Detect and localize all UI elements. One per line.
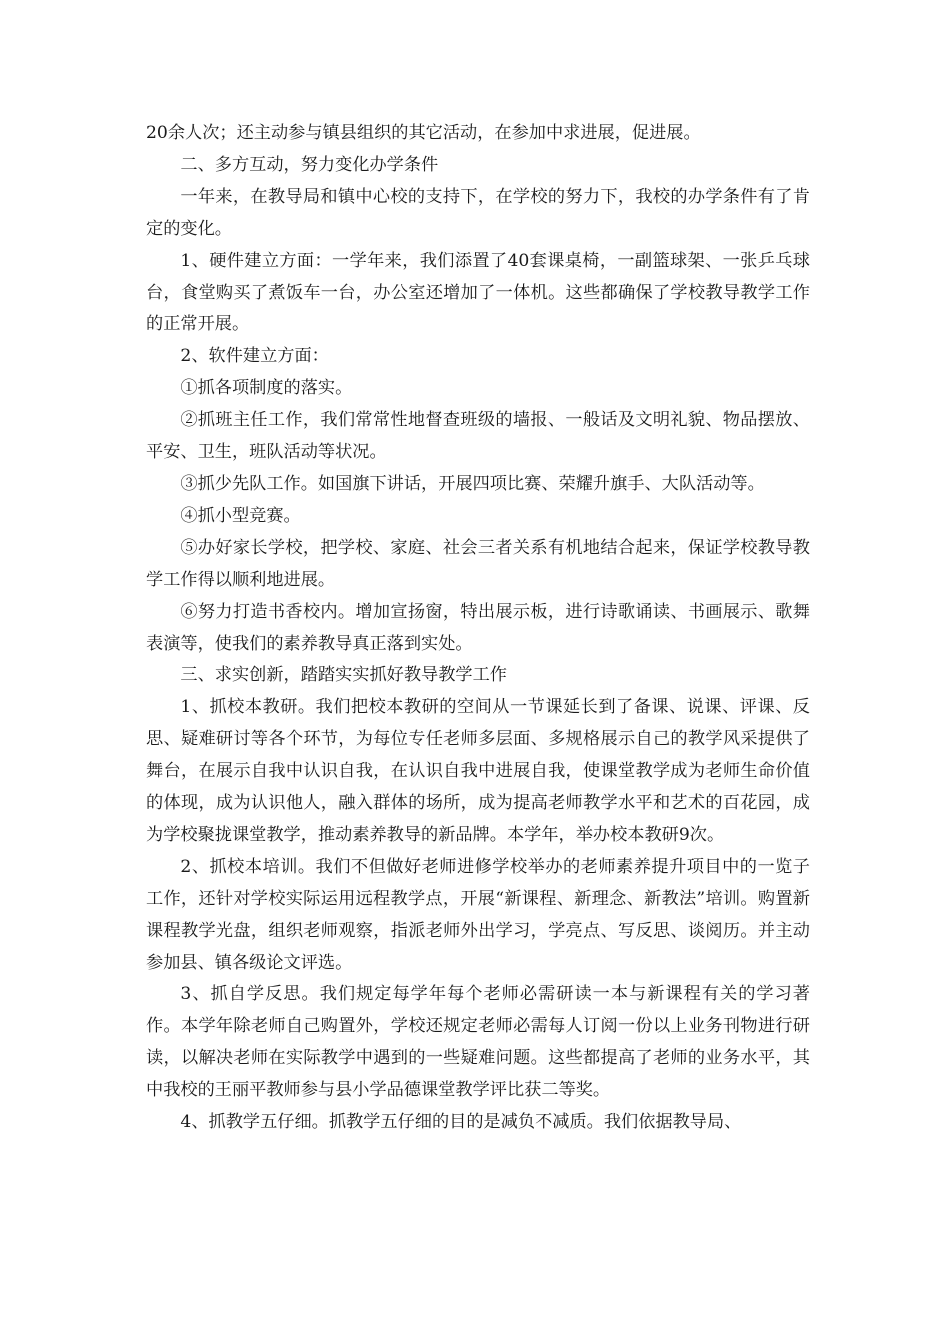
- list-item: ④抓小型竞赛。: [180, 505, 301, 526]
- list-item: ⑤办好家长学校，把学校、家庭、社会三者关系有机地结合起来，保证学校教导教学工作得以顺利地进展。: [146, 537, 810, 590]
- document-body: [146, 118, 810, 1139]
- section-heading: 二、多方互动，努力变化办学条件: [180, 154, 439, 175]
- paragraph: 1、抓校本教研。我们把校本教研的空间从一节课延长到了备课、说课、评课、反思、疑难研讨等各个环节，为每位专任老师多层面、多规格展示自己的教学风采提供了舞台，在展示自我中认识自我，在认识自我中进展自我，使课堂教学成为老师生命价值的体现，成为认识他人，融入群体的场所，成为提高老师教学水平和艺术的百花园，成为学校聚拢课堂教学，推动素养教导的新品牌。本学年，举办校本教研9次。: [146, 697, 810, 845]
- paragraph: 3、抓自学反思。我们规定每学年每个老师必需研读一本与新课程有关的学习著作。本学年除老师自己购置外，学校还规定老师必需每人订阅一份以上业务刊物进行研读，以解决老师在实际教学中遇到的一些疑难问题。这些都提高了老师的业务水平，其中我校的王丽平教师参与县小学品德课堂教学评比获二等奖。: [146, 984, 810, 1101]
- list-item: ⑥努力打造书香校内。增加宣扬窗，特出展示板，进行诗歌诵读、书画展示、歌舞表演等，使我们的素养教导真正落到实处。: [146, 601, 810, 654]
- list-item: ①抓各项制度的落实。: [180, 378, 353, 399]
- paragraph: 一年来，在教导局和镇中心校的支持下，在学校的努力下，我校的办学条件有了肯定的变化。: [146, 186, 810, 239]
- paragraph: 2、软件建立方面：: [180, 346, 329, 367]
- paragraph: 2、抓校本培训。我们不但做好老师进修学校举办的老师素养提升项目中的一览子工作，还针对学校实际运用远程教学点，开展“新课程、新理念、新教法”培训。购置新课程教学光盘，组织老师观察，指派老师外出学习，学亮点、写反思、谈阅历。并主动参加县、镇各级论文评选。: [146, 856, 810, 973]
- list-item: ③抓少先队工作。如国旗下讲话，开展四项比赛、荣耀升旗手、大队活动等。: [180, 473, 765, 494]
- paragraph: 1、硬件建立方面：一学年来，我们添置了40套课桌椅，一副篮球架、一张乒乓球台，食堂购买了煮饭车一台，办公室还增加了一体机。这些都确保了学校教导教学工作的正常开展。: [146, 250, 810, 335]
- list-item: ②抓班主任工作，我们常常性地督查班级的墙报、一般话及文明礼貌、物品摆放、平安、卫生，班队活动等状况。: [146, 410, 810, 463]
- section-heading: 三、求实创新，踏踏实实抓好教导教学工作: [180, 665, 507, 686]
- paragraph: 20余人次；还主动参与镇县组织的其它活动，在参加中求进展，促进展。: [146, 123, 701, 143]
- paragraph: 4、抓教学五仔细。抓教学五仔细的目的是减负不减质。我们依据教导局、: [180, 1112, 742, 1133]
